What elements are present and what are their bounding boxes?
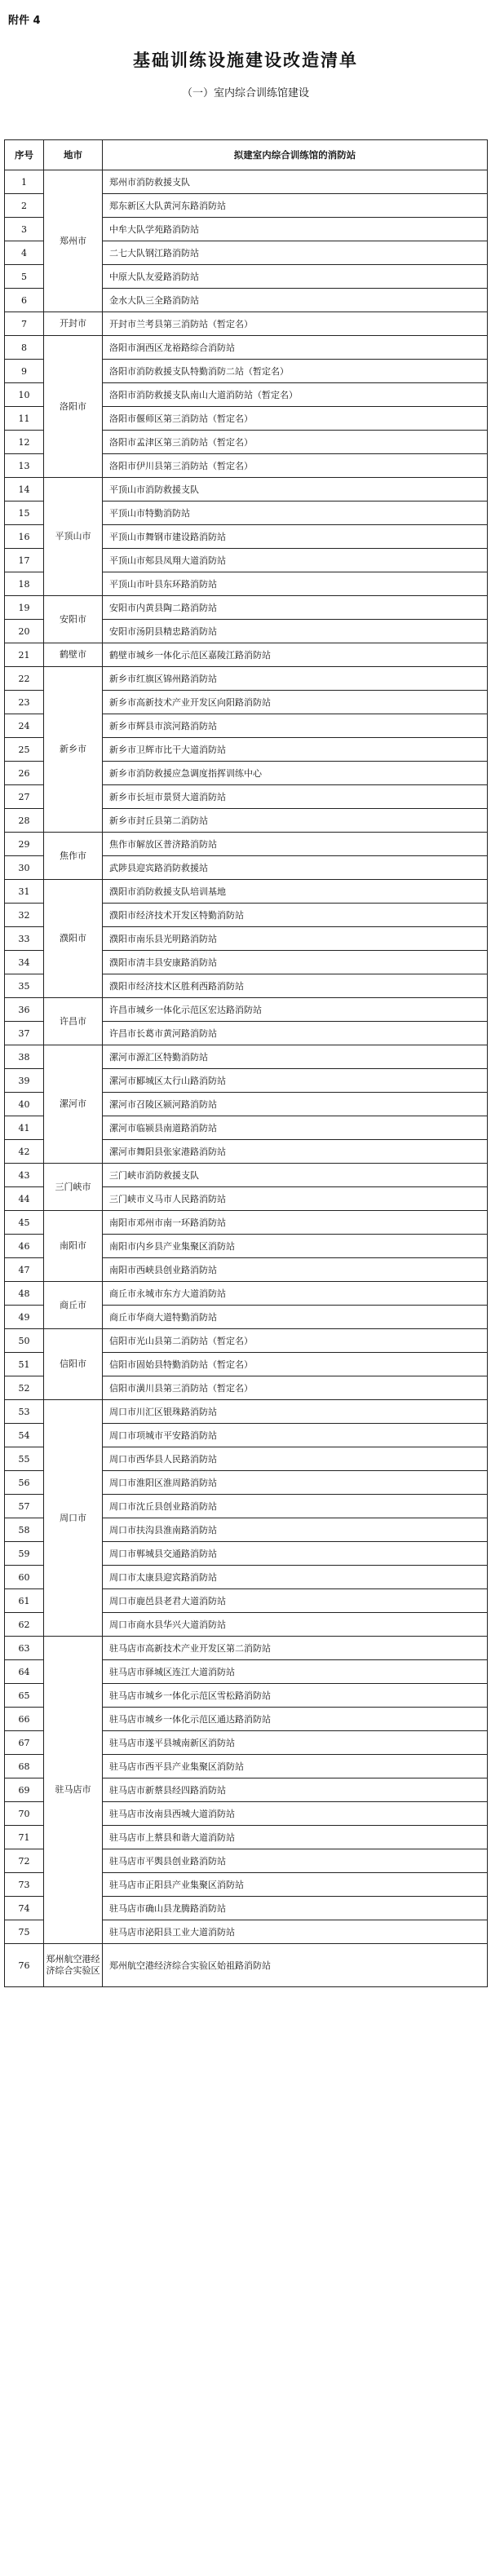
row-number: 67 bbox=[5, 1731, 44, 1755]
city-cell: 平顶山市 bbox=[44, 478, 103, 596]
section-subtitle: （一）室内综合训练馆建设 bbox=[181, 87, 309, 99]
station-name: 驻马店市汝南县西城大道消防站 bbox=[103, 1802, 488, 1826]
row-number: 40 bbox=[5, 1093, 44, 1116]
row-number: 61 bbox=[5, 1589, 44, 1613]
station-name: 平顶山市特勤消防站 bbox=[103, 502, 488, 525]
city-cell: 洛阳市 bbox=[44, 336, 103, 478]
row-number: 22 bbox=[5, 667, 44, 691]
station-name: 郑东新区大队黄河东路消防站 bbox=[103, 194, 488, 218]
city-cell: 南阳市 bbox=[44, 1211, 103, 1282]
row-number: 45 bbox=[5, 1211, 44, 1235]
station-name: 驻马店市新蔡县经四路消防站 bbox=[103, 1778, 488, 1802]
row-number: 76 bbox=[5, 1944, 44, 1987]
row-number: 64 bbox=[5, 1660, 44, 1684]
row-number: 14 bbox=[5, 478, 44, 502]
station-name: 新乡市封丘县第二消防站 bbox=[103, 809, 488, 833]
station-name: 郑州航空港经济综合实验区始祖路消防站 bbox=[103, 1944, 488, 1987]
row-number: 59 bbox=[5, 1542, 44, 1566]
row-number: 74 bbox=[5, 1897, 44, 1920]
row-number: 5 bbox=[5, 265, 44, 289]
station-name: 南阳市西峡县创业路消防站 bbox=[103, 1258, 488, 1282]
row-number: 25 bbox=[5, 738, 44, 762]
table-row bbox=[5, 643, 488, 667]
station-name: 濮阳市经济技术开发区特勤消防站 bbox=[103, 904, 488, 927]
row-number: 21 bbox=[5, 643, 44, 667]
station-name: 洛阳市孟津区第三消防站（暂定名） bbox=[103, 431, 488, 454]
station-name: 中牟大队学苑路消防站 bbox=[103, 218, 488, 241]
station-name: 漯河市召陵区颍河路消防站 bbox=[103, 1093, 488, 1116]
column-header-city: 地市 bbox=[44, 140, 103, 170]
station-name: 洛阳市消防救援支队特勤消防二站（暂定名） bbox=[103, 360, 488, 383]
station-name: 驻马店市泌阳县工业大道消防站 bbox=[103, 1920, 488, 1944]
column-header-number: 序号 bbox=[5, 140, 44, 170]
row-number: 53 bbox=[5, 1400, 44, 1424]
station-name: 平顶山市消防救援支队 bbox=[103, 478, 488, 502]
row-number: 38 bbox=[5, 1045, 44, 1069]
station-name: 驻马店市城乡一体化示范区通达路消防站 bbox=[103, 1708, 488, 1731]
table-row bbox=[5, 1282, 488, 1306]
row-number: 49 bbox=[5, 1306, 44, 1329]
station-name: 周口市川汇区银珠路消防站 bbox=[103, 1400, 488, 1424]
table-row bbox=[5, 1637, 488, 1660]
row-number: 63 bbox=[5, 1637, 44, 1660]
station-name: 新乡市红旗区锦州路消防站 bbox=[103, 667, 488, 691]
table-row bbox=[5, 667, 488, 691]
row-number: 56 bbox=[5, 1471, 44, 1495]
row-number: 19 bbox=[5, 596, 44, 620]
row-number: 16 bbox=[5, 525, 44, 549]
row-number: 43 bbox=[5, 1164, 44, 1187]
row-number: 2 bbox=[5, 194, 44, 218]
station-name: 周口市郸城县交通路消防站 bbox=[103, 1542, 488, 1566]
table-row bbox=[5, 478, 488, 502]
row-number: 44 bbox=[5, 1187, 44, 1211]
station-name: 商丘市华商大道特勤消防站 bbox=[103, 1306, 488, 1329]
table-row bbox=[5, 1211, 488, 1235]
table-header-row bbox=[5, 140, 488, 170]
station-name: 驻马店市驿城区连江大道消防站 bbox=[103, 1660, 488, 1684]
city-cell: 鹤壁市 bbox=[44, 643, 103, 667]
row-number: 70 bbox=[5, 1802, 44, 1826]
station-name: 洛阳市消防救援支队南山大道消防站（暂定名） bbox=[103, 383, 488, 407]
station-name: 周口市太康县迎宾路消防站 bbox=[103, 1566, 488, 1589]
table-body bbox=[5, 170, 488, 1987]
station-name: 鹤壁市城乡一体化示范区嘉陵江路消防站 bbox=[103, 643, 488, 667]
row-number: 31 bbox=[5, 880, 44, 904]
station-name: 信阳市光山县第二消防站（暂定名） bbox=[103, 1329, 488, 1353]
table-row bbox=[5, 596, 488, 620]
station-name: 濮阳市消防救援支队培训基地 bbox=[103, 880, 488, 904]
row-number: 71 bbox=[5, 1826, 44, 1849]
station-name: 漯河市源汇区特勤消防站 bbox=[103, 1045, 488, 1069]
city-cell: 信阳市 bbox=[44, 1329, 103, 1400]
row-number: 36 bbox=[5, 998, 44, 1022]
city-cell: 许昌市 bbox=[44, 998, 103, 1045]
table-row bbox=[5, 998, 488, 1022]
station-name: 周口市鹿邑县老君大道消防站 bbox=[103, 1589, 488, 1613]
city-cell: 新乡市 bbox=[44, 667, 103, 833]
station-name: 濮阳市清丰县安康路消防站 bbox=[103, 951, 488, 974]
row-number: 8 bbox=[5, 336, 44, 360]
city-cell: 商丘市 bbox=[44, 1282, 103, 1329]
table-row bbox=[5, 170, 488, 194]
station-name: 信阳市潢川县第三消防站（暂定名） bbox=[103, 1376, 488, 1400]
station-name: 平顶山市舞钢市建设路消防站 bbox=[103, 525, 488, 549]
row-number: 34 bbox=[5, 951, 44, 974]
station-name: 周口市西华县人民路消防站 bbox=[103, 1447, 488, 1471]
table-row bbox=[5, 312, 488, 336]
station-name: 洛阳市涧西区龙裕路综合消防站 bbox=[103, 336, 488, 360]
station-name: 漯河市舞阳县张家港路消防站 bbox=[103, 1140, 488, 1164]
table-row bbox=[5, 880, 488, 904]
city-cell: 郑州市 bbox=[44, 170, 103, 312]
station-name: 驻马店市城乡一体化示范区雪松路消防站 bbox=[103, 1684, 488, 1708]
row-number: 46 bbox=[5, 1235, 44, 1258]
city-cell: 开封市 bbox=[44, 312, 103, 336]
document-title: 基础训练设施建设改造清单 bbox=[133, 51, 358, 70]
row-number: 9 bbox=[5, 360, 44, 383]
station-name: 新乡市辉县市滨河路消防站 bbox=[103, 714, 488, 738]
row-number: 26 bbox=[5, 762, 44, 785]
station-name: 信阳市固始县特勤消防站（暂定名） bbox=[103, 1353, 488, 1376]
station-name: 许昌市长葛市黄河路消防站 bbox=[103, 1022, 488, 1045]
station-name: 安阳市汤阴县精忠路消防站 bbox=[103, 620, 488, 643]
row-number: 11 bbox=[5, 407, 44, 431]
row-number: 60 bbox=[5, 1566, 44, 1589]
row-number: 20 bbox=[5, 620, 44, 643]
station-name: 驻马店市平舆县创业路消防站 bbox=[103, 1849, 488, 1873]
row-number: 12 bbox=[5, 431, 44, 454]
row-number: 54 bbox=[5, 1424, 44, 1447]
row-number: 28 bbox=[5, 809, 44, 833]
station-name: 安阳市内黄县陶二路消防站 bbox=[103, 596, 488, 620]
station-name: 焦作市解放区普济路消防站 bbox=[103, 833, 488, 856]
station-name: 金水大队三全路消防站 bbox=[103, 289, 488, 312]
station-name: 驻马店市确山县龙腾路消防站 bbox=[103, 1897, 488, 1920]
city-cell: 三门峡市 bbox=[44, 1164, 103, 1211]
table-row bbox=[5, 1944, 488, 1987]
station-name: 周口市沈丘县创业路消防站 bbox=[103, 1495, 488, 1518]
row-number: 18 bbox=[5, 572, 44, 596]
table-row bbox=[5, 1164, 488, 1187]
row-number: 75 bbox=[5, 1920, 44, 1944]
row-number: 10 bbox=[5, 383, 44, 407]
row-number: 62 bbox=[5, 1613, 44, 1637]
row-number: 55 bbox=[5, 1447, 44, 1471]
station-name: 新乡市高新技术产业开发区向阳路消防站 bbox=[103, 691, 488, 714]
station-name: 武陟县迎宾路消防救援站 bbox=[103, 856, 488, 880]
station-name: 中原大队友爱路消防站 bbox=[103, 265, 488, 289]
station-name: 新乡市卫辉市比干大道消防站 bbox=[103, 738, 488, 762]
row-number: 42 bbox=[5, 1140, 44, 1164]
station-name: 驻马店市上蔡县和谐大道消防站 bbox=[103, 1826, 488, 1849]
table-row bbox=[5, 336, 488, 360]
row-number: 48 bbox=[5, 1282, 44, 1306]
city-cell: 驻马店市 bbox=[44, 1637, 103, 1944]
row-number: 65 bbox=[5, 1684, 44, 1708]
station-name: 周口市扶沟县淮南路消防站 bbox=[103, 1518, 488, 1542]
row-number: 29 bbox=[5, 833, 44, 856]
row-number: 1 bbox=[5, 170, 44, 194]
table-row bbox=[5, 1045, 488, 1069]
station-name: 南阳市邓州市南一环路消防站 bbox=[103, 1211, 488, 1235]
city-cell: 漯河市 bbox=[44, 1045, 103, 1164]
row-number: 57 bbox=[5, 1495, 44, 1518]
row-number: 39 bbox=[5, 1069, 44, 1093]
station-name: 洛阳市伊川县第三消防站（暂定名） bbox=[103, 454, 488, 478]
station-name: 周口市项城市平安路消防站 bbox=[103, 1424, 488, 1447]
station-name: 驻马店市遂平县城南新区消防站 bbox=[103, 1731, 488, 1755]
station-name: 新乡市消防救援应急调度指挥训练中心 bbox=[103, 762, 488, 785]
row-number: 30 bbox=[5, 856, 44, 880]
row-number: 13 bbox=[5, 454, 44, 478]
table-row bbox=[5, 1329, 488, 1353]
station-name: 郑州市消防救援支队 bbox=[103, 170, 488, 194]
row-number: 32 bbox=[5, 904, 44, 927]
row-number: 27 bbox=[5, 785, 44, 809]
row-number: 52 bbox=[5, 1376, 44, 1400]
station-name: 许昌市城乡一体化示范区宏达路消防站 bbox=[103, 998, 488, 1022]
row-number: 58 bbox=[5, 1518, 44, 1542]
station-table bbox=[4, 139, 488, 1987]
row-number: 50 bbox=[5, 1329, 44, 1353]
column-header-station: 拟建室内综合训练馆的消防站 bbox=[103, 140, 488, 170]
station-name: 三门峡市义马市人民路消防站 bbox=[103, 1187, 488, 1211]
station-name: 平顶山市叶县东环路消防站 bbox=[103, 572, 488, 596]
attachment-label: 附件 4 bbox=[8, 15, 41, 27]
station-name: 驻马店市正阳县产业集聚区消防站 bbox=[103, 1873, 488, 1897]
row-number: 33 bbox=[5, 927, 44, 951]
row-number: 23 bbox=[5, 691, 44, 714]
row-number: 72 bbox=[5, 1849, 44, 1873]
row-number: 17 bbox=[5, 549, 44, 572]
station-name: 周口市淮阳区淮周路消防站 bbox=[103, 1471, 488, 1495]
row-number: 51 bbox=[5, 1353, 44, 1376]
row-number: 3 bbox=[5, 218, 44, 241]
station-name: 濮阳市经济技术区胜利西路消防站 bbox=[103, 974, 488, 998]
row-number: 66 bbox=[5, 1708, 44, 1731]
station-name: 开封市兰考县第三消防站（暂定名） bbox=[103, 312, 488, 336]
city-cell: 焦作市 bbox=[44, 833, 103, 880]
row-number: 6 bbox=[5, 289, 44, 312]
row-number: 35 bbox=[5, 974, 44, 998]
station-name: 平顶山市郏县凤翔大道消防站 bbox=[103, 549, 488, 572]
station-name: 南阳市内乡县产业集聚区消防站 bbox=[103, 1235, 488, 1258]
row-number: 7 bbox=[5, 312, 44, 336]
table-row bbox=[5, 1400, 488, 1424]
row-number: 15 bbox=[5, 502, 44, 525]
row-number: 4 bbox=[5, 241, 44, 265]
station-name: 商丘市永城市东方大道消防站 bbox=[103, 1282, 488, 1306]
station-name: 新乡市长垣市景贤大道消防站 bbox=[103, 785, 488, 809]
station-name: 三门峡市消防救援支队 bbox=[103, 1164, 488, 1187]
row-number: 68 bbox=[5, 1755, 44, 1778]
station-name: 驻马店市西平县产业集聚区消防站 bbox=[103, 1755, 488, 1778]
station-name: 濮阳市南乐县光明路消防站 bbox=[103, 927, 488, 951]
station-name: 驻马店市高新技术产业开发区第二消防站 bbox=[103, 1637, 488, 1660]
row-number: 47 bbox=[5, 1258, 44, 1282]
station-name: 漯河市临颍县南道路消防站 bbox=[103, 1116, 488, 1140]
city-cell: 濮阳市 bbox=[44, 880, 103, 998]
station-name: 二七大队钢江路消防站 bbox=[103, 241, 488, 265]
row-number: 41 bbox=[5, 1116, 44, 1140]
row-number: 73 bbox=[5, 1873, 44, 1897]
station-name: 洛阳市偃师区第三消防站（暂定名） bbox=[103, 407, 488, 431]
row-number: 37 bbox=[5, 1022, 44, 1045]
row-number: 69 bbox=[5, 1778, 44, 1802]
city-cell: 周口市 bbox=[44, 1400, 103, 1637]
city-cell: 郑州航空港经济综合实验区 bbox=[44, 1944, 103, 1987]
city-cell: 安阳市 bbox=[44, 596, 103, 643]
station-name: 漯河市郾城区太行山路消防站 bbox=[103, 1069, 488, 1093]
table-row bbox=[5, 833, 488, 856]
station-name: 周口市商水县华兴大道消防站 bbox=[103, 1613, 488, 1637]
row-number: 24 bbox=[5, 714, 44, 738]
